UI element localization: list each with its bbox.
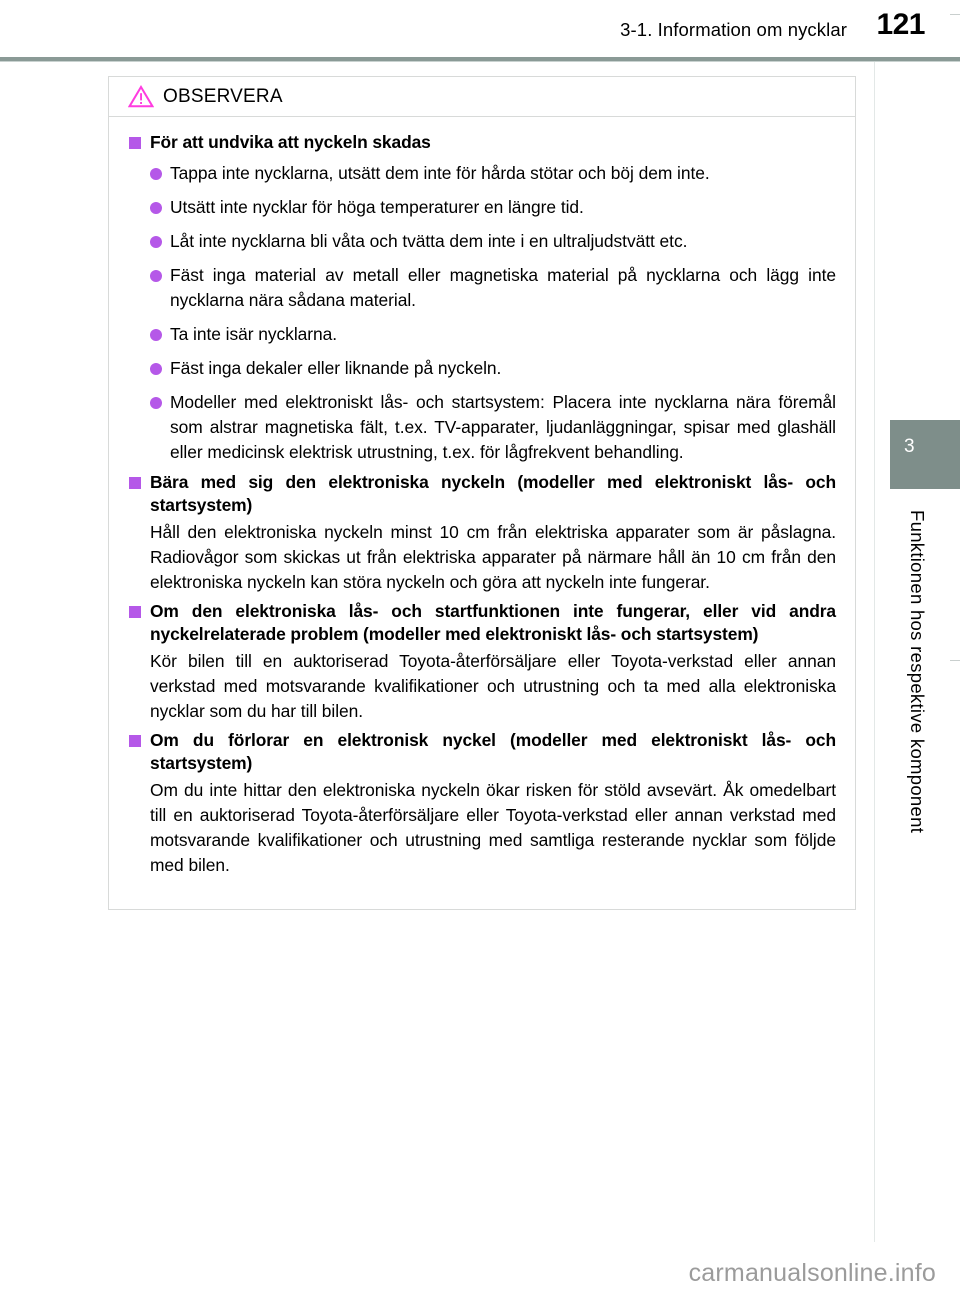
notice-section (125, 131, 836, 465)
list-item-text: Låt inte nycklarna bli våta och tvätta dem inte i en ultraljudstvätt etc. (170, 230, 688, 251)
list-item (125, 263, 836, 313)
section-heading-text: Om du förlorar en elektronisk nyckel (modeller med elektroniskt lås- och startsystem) (150, 729, 836, 773)
notice-header (109, 77, 855, 117)
section-paragraph: Kör bilen till en auktoriserad Toyota-återförsäljare eller Toyota-verkstad eller annan verkstad med motsvarande kvalifikationer och utrustning och ta med alla elektroniska nycklar som du har till bilen. (150, 650, 836, 721)
notice-section (125, 471, 836, 595)
round-bullet-icon (150, 397, 162, 409)
list-item-text: Ta inte isär nycklarna. (170, 323, 338, 344)
footer-watermark: carmanualsonline.info (688, 1259, 936, 1287)
list-item-text: Modeller med elektroniskt lås- och startsystem: Placera inte nycklarna nära föremål som alstrar magnetiska fält, t.ex. TV-apparater, ljudanläggningar, spisar med glashäll eller medicinsk elektrisk utrustning, t.ex. för lågfrekvent behandling. (170, 391, 836, 462)
chapter-tab (890, 420, 960, 489)
page-header (0, 0, 960, 56)
square-bullet-icon (129, 735, 141, 747)
list-item-text: Fäst inga dekaler eller liknande på nyckeln. (170, 357, 502, 378)
list-item (125, 229, 836, 254)
notice-section (125, 600, 836, 724)
header-divider-rule-thin (0, 61, 960, 62)
notice-section (125, 729, 836, 878)
section-heading-text: För att undvika att nyckeln skadas (150, 132, 431, 152)
square-bullet-icon (129, 137, 141, 149)
page-crop-mark-top (950, 14, 960, 15)
round-bullet-icon (150, 363, 162, 375)
notice-box (108, 76, 856, 910)
list-item-text: Fäst inga material av metall eller magnetiska material på nycklarna och lägg inte nycklarna nära sådana material. (170, 264, 836, 310)
section-heading (125, 131, 836, 155)
chapter-tab-number: 3 (904, 436, 915, 457)
round-bullet-icon (150, 270, 162, 282)
section-heading (125, 729, 836, 776)
warning-triangle-icon (128, 85, 154, 108)
section-heading-text: Bära med sig den elektroniska nyckeln (modeller med elektroniskt lås- och startsystem) (150, 471, 836, 515)
list-item (125, 390, 836, 465)
square-bullet-icon (129, 606, 141, 618)
list-item (125, 161, 836, 186)
section-paragraph: Håll den elektroniska nyckeln minst 10 cm från elektriska apparater som är påslagna. Radiovågor som skickas ut från elektriska apparater på närmare håll än 10 cm från den elektroniska nyckeln kan störa nyckeln och göra att nyckeln inte fungerar. (150, 521, 836, 592)
section-heading (125, 600, 836, 647)
list-item-text: Utsätt inte nycklar för höga temperaturer en längre tid. (170, 196, 584, 217)
page-crop-mark-right (950, 660, 960, 661)
page-margin-rule (874, 62, 875, 1242)
round-bullet-icon (150, 202, 162, 214)
section-heading-text: Om den elektroniska lås- och startfunktionen inte fungerar, eller vid andra nyckelrelaterade problem (modeller med elektroniskt lås- och startsystem) (150, 600, 836, 644)
section-heading (125, 471, 836, 518)
list-item (125, 356, 836, 381)
square-bullet-icon (129, 477, 141, 489)
notice-body (109, 117, 855, 909)
chapter-tab-label: Funktionen hos respektive komponent (907, 510, 928, 834)
breadcrumb-section-title: 3-1. Information om nycklar (620, 19, 847, 40)
round-bullet-icon (150, 236, 162, 248)
section-paragraph: Om du inte hittar den elektroniska nyckeln ökar risken för stöld avsevärt. Åk omedelbart till en auktoriserad Toyota-återförsäljare eller Toyota-verkstad eller annan verkstad med motsvarande kvalifikationer och utrustning med samtliga resterande nycklar som följde med bilen. (150, 779, 836, 875)
list-item (125, 195, 836, 220)
list-item-text: Tappa inte nycklarna, utsätt dem inte för hårda stötar och böj dem inte. (170, 162, 710, 183)
round-bullet-icon (150, 329, 162, 341)
notice-title: OBSERVERA (163, 85, 283, 107)
page-number: 121 (876, 8, 925, 41)
round-bullet-icon (150, 168, 162, 180)
list-item (125, 322, 836, 347)
bullet-list (125, 161, 836, 465)
